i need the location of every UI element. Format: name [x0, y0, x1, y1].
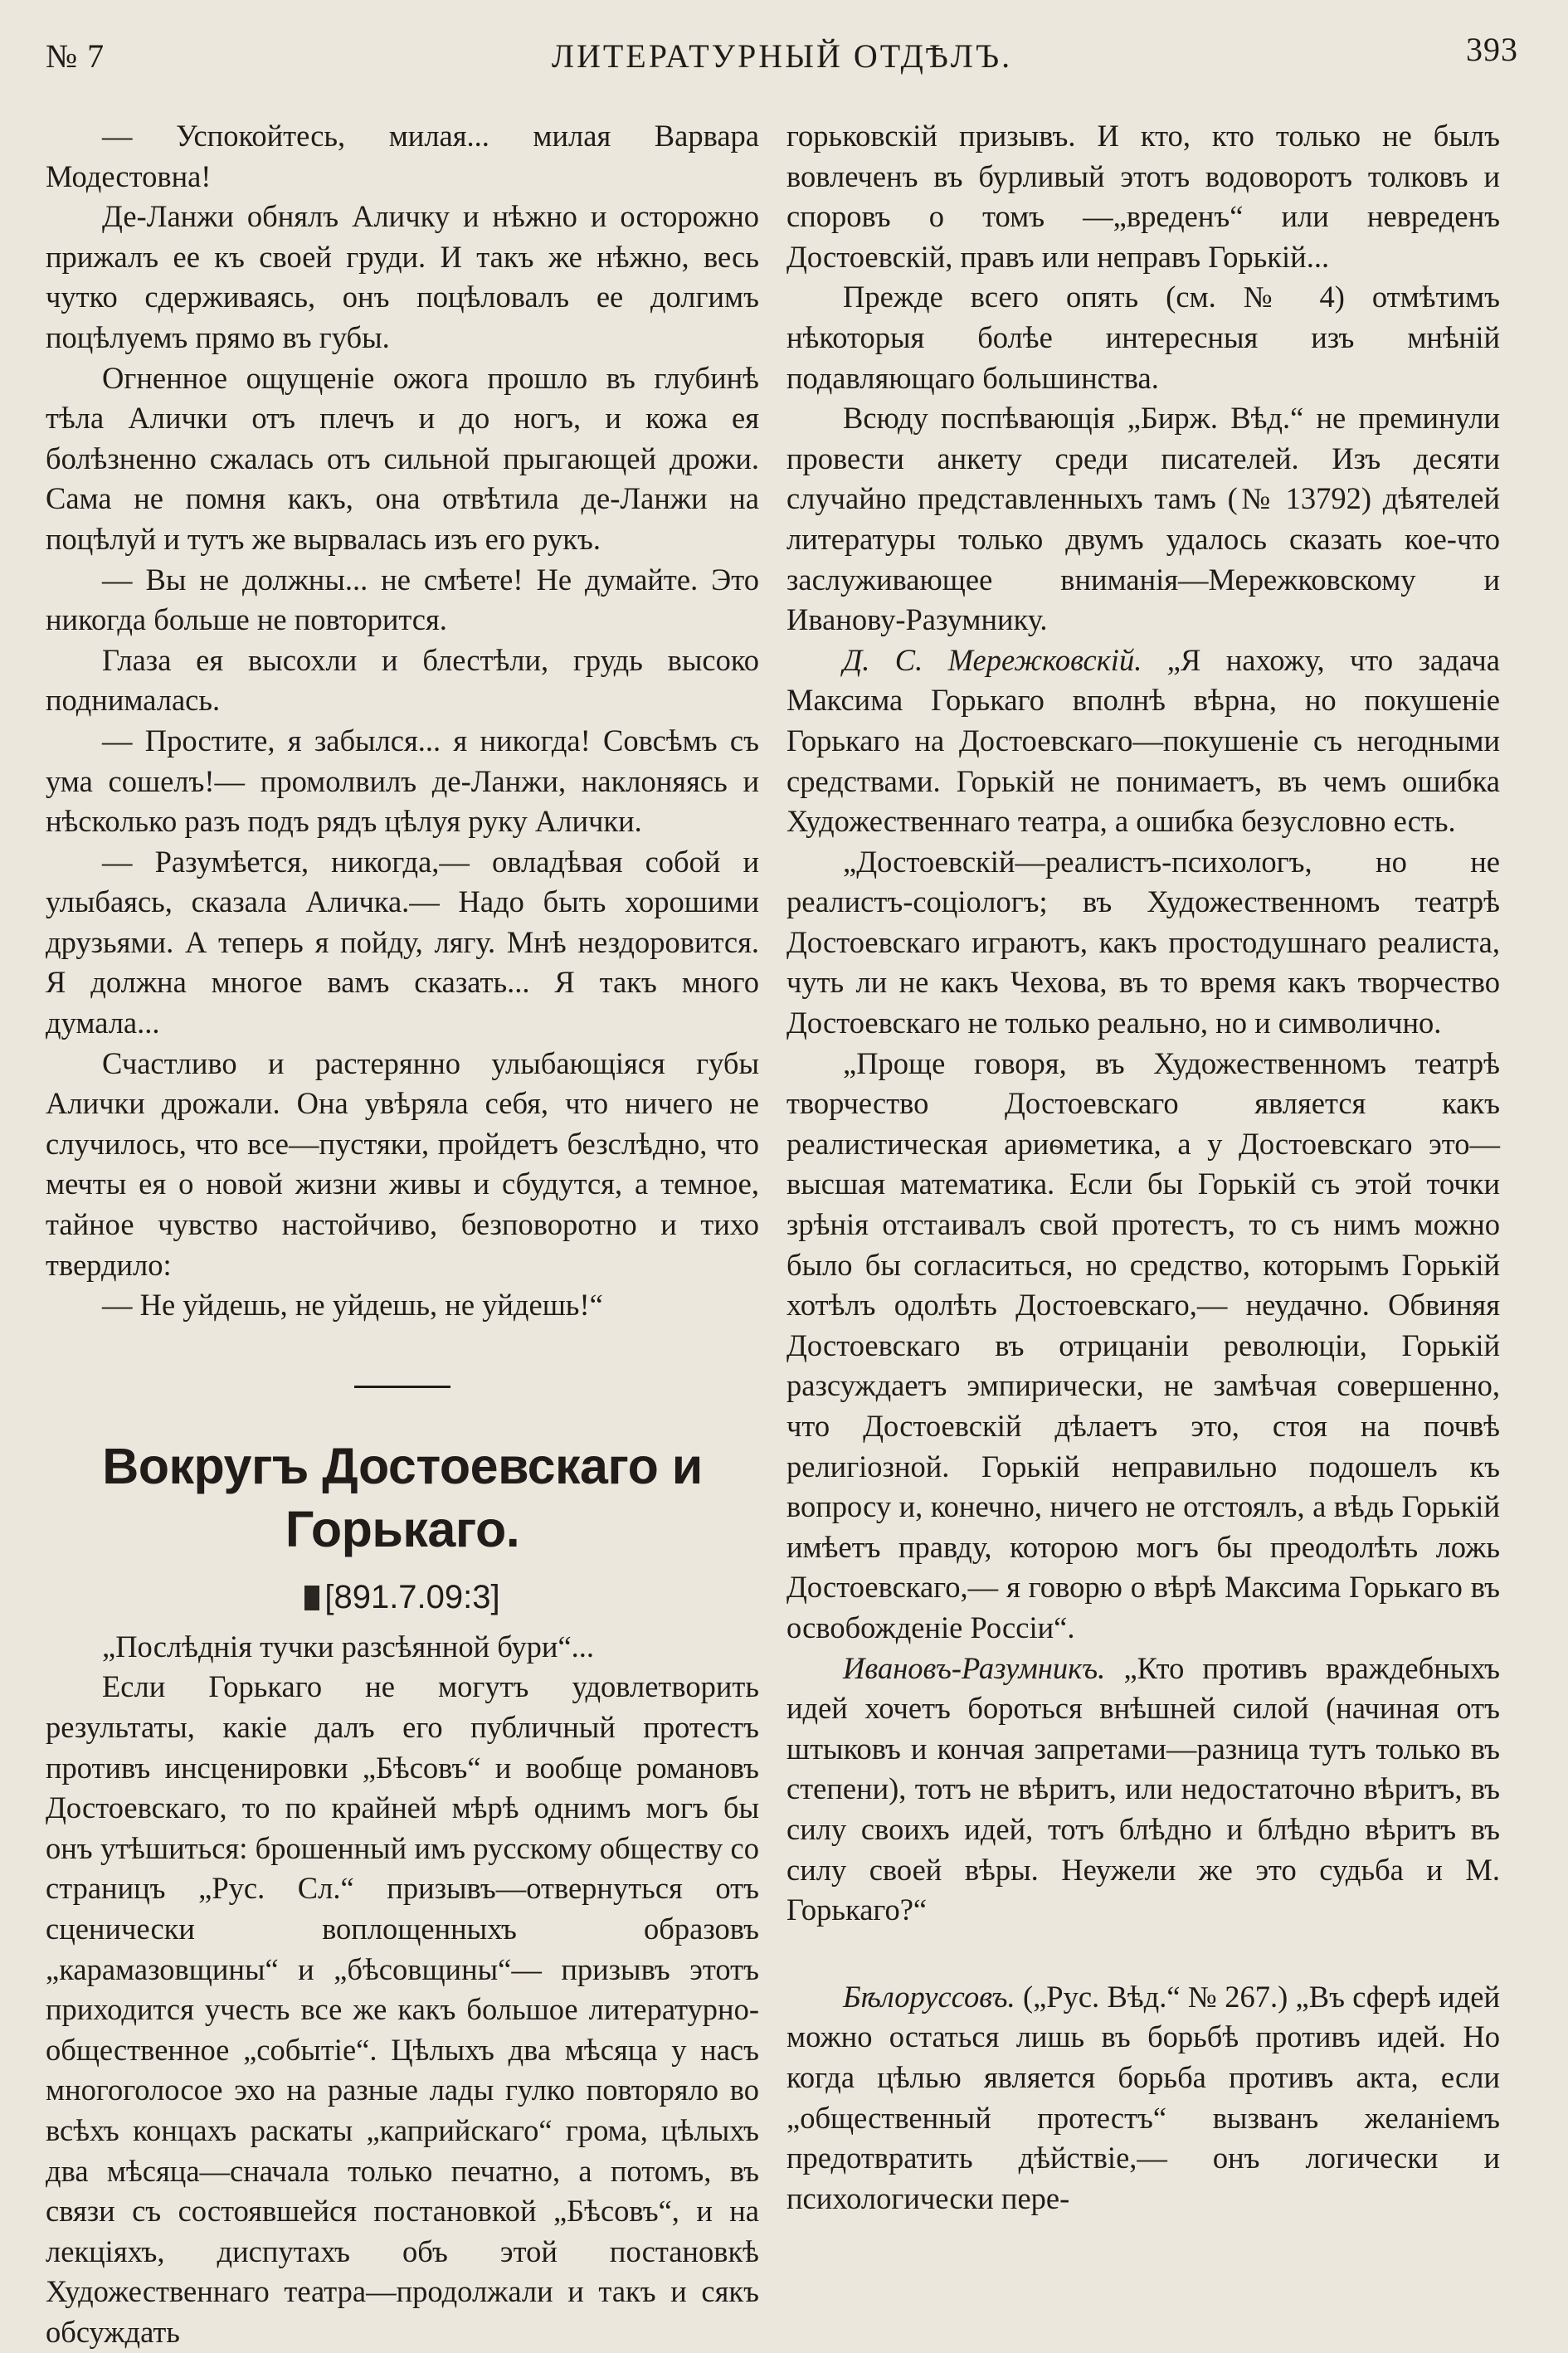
paragraph: Огненное ощущеніе ожога прошло въ глубинѣ тѣла Алички отъ плечъ и до ногъ, и кожа ея болѣзненно сжалась отъ сильной прыгающей дрожи. Сама не помня какъ, она отвѣтила де-Ланжи на поцѣлуй и тутъ же вырвалась изъ его рукъ. [46, 360, 759, 556]
paragraph: „Проще говоря, въ Художественномъ театрѣ творчество Достоевскаго является какъ реалистическая ариѳметика, а у Достоевскаго это—высшая математика. Если бы Горькій съ этой точки зрѣнія отстаивалъ свой протестъ, то съ нимъ можно было бы согласиться, но средство, которымъ Горькій хотѣлъ одолѣть Достоевскаго,— неудачно. Обвиняя Достоевскаго въ отрицаніи революціи, Горькій разсуждаетъ эмпирически, не замѣчая совершенно, что Достоевскій дѣлаетъ это, стоя на почвѣ религіозной. Горькій неправильно подошелъ къ вопросу и, конечно, ничего не отстоялъ, а вѣдь Горькій имѣетъ правду, которою могъ бы преодолѣть ложь Достоевскаго,— я говорю о вѣрѣ Максима Горькаго въ освобожденіе Россіи“. [786, 1045, 1500, 1644]
author-name: Бѣлоруссовъ. [843, 1979, 1015, 2014]
quote-paragraph [786, 641, 1500, 842]
author-name: Д. С. Мережковскій. [843, 642, 1142, 677]
paragraph: Если Горькаго не могутъ удовлетворить результаты, какіе далъ его публичный протестъ противъ инсценировки „Бѣсовъ“ и вообще романовъ Достоевскаго, то по крайней мѣрѣ однимъ могъ бы онъ утѣшиться: брошенный имъ русскому обществу со страницъ „Рус. Сл.“ призывъ—отвернуться отъ сценически воплощенныхъ образовъ „карамазовщины“ и „бѣсовщины“— призывъ этотъ приходится учесть все же какъ большое литературно-общественное „событіе“. Цѣлыхъ два мѣсяца у насъ многоголосое эхо на разные лады гулко повторяло во всѣхъ концахъ раскаты „каприйскаго“ грома, цѣлыхъ два мѣсяца—сначала только печатно, а потомъ, въ связи съ состоявшейся постановкой „Бѣсовъ“, и на лекціяхъ, диспутахъ объ этой постановкѣ Художественнаго театра—продолжали и такъ и сякъ обсуждать [46, 1669, 759, 2349]
section-title: ЛИТЕРАТУРНЫЙ ОТДѢЛЪ. [551, 37, 1013, 75]
quote-text: „Кто противъ враждебныхъ идей хочетъ бороться внѣшней силой (начиная отъ штыковъ и кончая запретами—разница тутъ только въ степени), тотъ не вѣритъ, или недостаточно вѣритъ, въ силу своихъ идей, тотъ блѣдно и блѣдно вѣритъ въ силу своей вѣры. Неужели же это судьба и М. Горькаго?“ [786, 1650, 1500, 1927]
paragraph: Прежде всего опять (см. № 4) отмѣтимъ нѣкоторыя болѣе интересныя изъ мнѣній подавляющаго большинства. [786, 280, 1500, 395]
library-tag-icon [304, 1586, 319, 1610]
quote-paragraph [786, 1649, 1500, 1931]
running-header [46, 25, 1518, 75]
paragraph: — Простите, я забылся... я никогда! Совсѣмъ съ ума сошелъ!— промолвилъ де-Ланжи, наклоняясь и нѣсколько разъ подъ рядъ цѣлуя руку Алички. [46, 723, 759, 839]
right-column [786, 116, 1500, 2331]
epigraph: „Послѣднія тучки разсѣянной бури“... [102, 1629, 595, 1664]
paragraph: „Достоевскій—реалистъ-психологъ, но не реалистъ-соціологъ; въ Художественномъ театрѣ Достоевскаго играютъ, какъ простодушнаго реалиста, чуть ли не какъ Чехова, въ то время какъ творчество Достоевскаго не только реально, но и символично. [786, 844, 1500, 1040]
quote-text: („Рус. Вѣд.“ № 267.) „Въ сферѣ идей можно остаться лишь въ борьбѣ противъ идей. Но когда цѣлью является борьба противъ акта, если „общественный протестъ“ вызванъ желаніемъ предотвратить дѣйствіе,— онъ логически и психологически пере- [786, 1979, 1500, 2215]
paragraph: — Вы не должны... не смѣете! Не думайте. Это никогда больше не повторится. [46, 562, 759, 637]
quote-text: „Я нахожу, что задача Максима Горькаго вполнѣ вѣрна, но покушеніе Горькаго на Достоевскаго—покушеніе съ негодными средствами. Горькій не понимаетъ, въ чемъ ошибка Художественнаго театра, а ошибка безусловно есть. [786, 642, 1500, 839]
section-divider [354, 1386, 450, 1388]
paragraph: Глаза ея высохли и блестѣли, грудь высоко поднималась. [46, 642, 759, 718]
article-title: Вокругъ Достоевскаго и Горькаго. [102, 1437, 703, 1557]
paragraph: горьковскій призывъ. И кто, кто только не былъ вовлеченъ въ бурливый этотъ водоворотъ толковъ и споровъ о томъ —„вреденъ“ или невреденъ Достоевскій, правъ или неправъ Горькій... [786, 119, 1500, 274]
page-number: 393 [1466, 31, 1518, 68]
udc-code [46, 1574, 759, 1620]
paragraph: Всюду поспѣвающія „Бирж. Вѣд.“ не преминули провести анкету среди писателей. Изъ десяти случайно представленныхъ тамъ (№ 13792) дѣятелей литературы только двумъ удалось сказать кое-что заслуживающее вниманія—Мережковскому и Иванову-Разумнику. [786, 401, 1500, 637]
paragraph: Де-Ланжи обнялъ Аличку и нѣжно и осторожно прижалъ ее къ своей груди. И такъ же нѣжно, весь чутко сдерживаясь, онъ поцѣловалъ ее долгимъ поцѣлуемъ прямо въ губы. [46, 199, 759, 354]
author-name: Ивановъ-Разумникъ. [843, 1650, 1106, 1685]
paragraph: — Не уйдешь, не уйдешь, не уйдешь!“ [102, 1288, 603, 1323]
paragraph: Счастливо и растерянно улыбающіяся губы Алички дрожали. Она увѣряла себя, что ничего не случилось, что все—пустяки, пройдетъ безслѣдно, что мечты ея о новой жизни живы и сбудутся, а темное, тайное чувство настойчиво, безповоротно и тихо твердило: [46, 1045, 759, 1282]
udc-code-text: [891.7.09:3] [324, 1578, 500, 1615]
quote-paragraph [786, 1977, 1500, 2219]
left-column [46, 116, 759, 2349]
paragraph: — Разумѣется, никогда,— овладѣвая собой и улыбаясь, сказала Аличка.— Надо быть хорошими друзьями. А теперь я пойду, лягу. Мнѣ нездоровится. Я должна многое вамъ сказать... Я такъ много думала... [46, 844, 759, 1040]
paragraph: — Успокойтесь, милая... милая Варвара Модестовна! [46, 119, 759, 193]
issue-number: № 7 [46, 37, 105, 75]
